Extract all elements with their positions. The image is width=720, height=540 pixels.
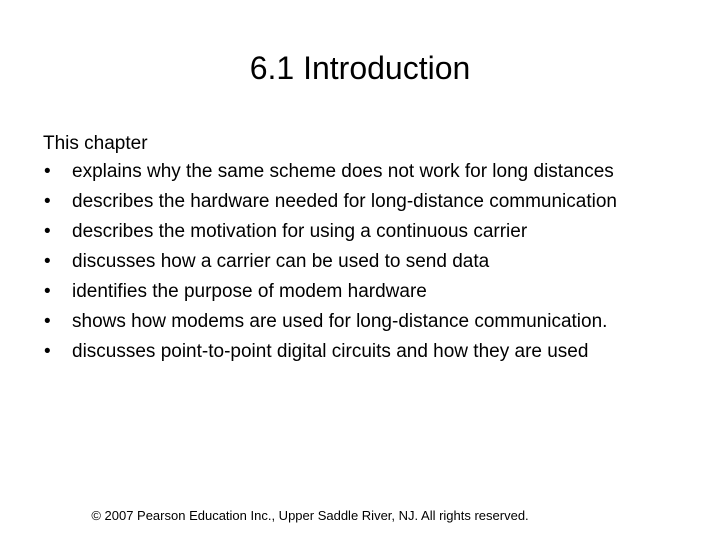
bullet-text: describes the motivation for using a continuous carrier: [72, 221, 528, 242]
bullet-item: [43, 247, 703, 277]
bullet-dot: •: [44, 311, 51, 332]
bullet-text: shows how modems are used for long-distance communication.: [72, 311, 608, 332]
bullet-text: explains why the same scheme does not work for long distances: [72, 161, 614, 182]
bullet-item: [43, 277, 703, 307]
bullet-item: [43, 337, 703, 367]
copyright-footer: © 2007 Pearson Education Inc., Upper Saddle River, NJ. All rights reserved.: [91, 508, 529, 523]
bullet-dot: •: [44, 281, 51, 302]
bullet-dot: •: [44, 251, 51, 272]
bullet-text: describes the hardware needed for long-distance communication: [72, 191, 617, 212]
bullet-dot: •: [44, 161, 51, 182]
bullet-item: [43, 187, 703, 217]
bullet-item: [43, 217, 703, 247]
intro-text: This chapter: [43, 133, 148, 154]
bullet-text: discusses point-to-point digital circuits and how they are used: [72, 341, 589, 362]
bullet-list: [43, 157, 703, 367]
bullet-item: [43, 157, 703, 187]
bullet-text: identifies the purpose of modem hardware: [72, 281, 427, 302]
bullet-dot: •: [44, 191, 51, 212]
bullet-text: discusses how a carrier can be used to send data: [72, 251, 490, 272]
slide-body: [43, 131, 703, 367]
bullet-item: [43, 307, 703, 337]
bullet-dot: •: [44, 221, 51, 242]
slide-title: 6.1 Introduction: [249, 50, 471, 86]
bullet-dot: •: [44, 341, 51, 362]
